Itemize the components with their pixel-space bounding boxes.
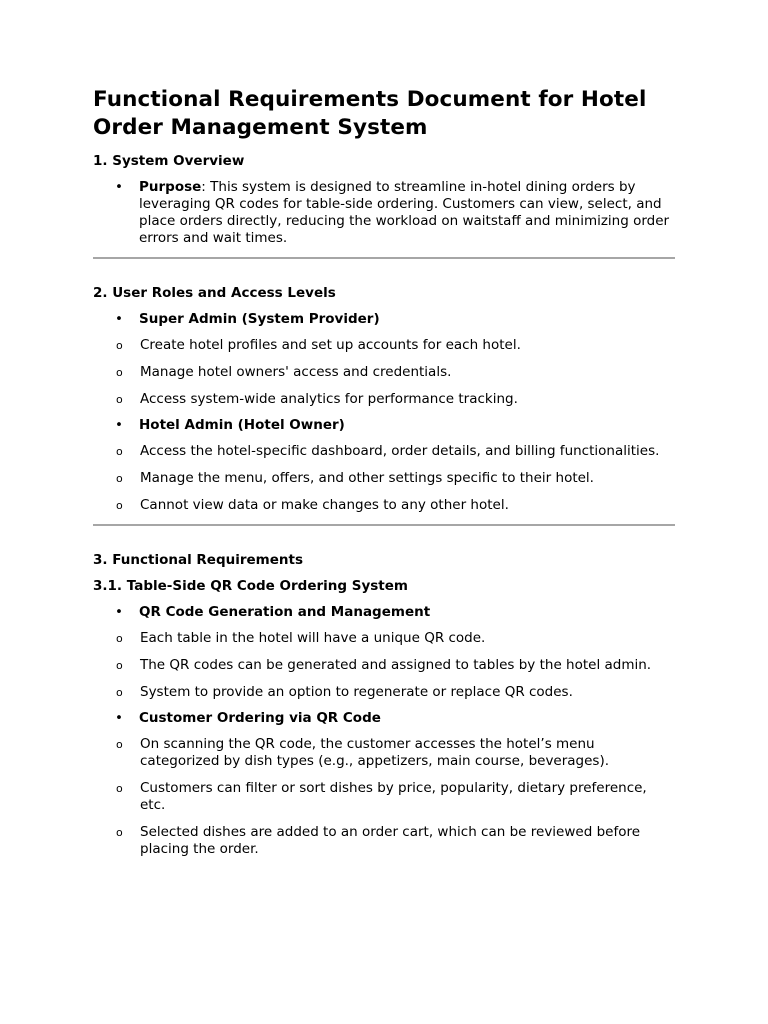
role-permissions-list [116, 443, 675, 514]
requirement-items-list [116, 630, 675, 701]
section-divider [93, 257, 675, 259]
role-name: Super Admin (System Provider) [139, 311, 380, 327]
section-divider [93, 524, 675, 526]
purpose-text: : This system is designed to streamline in-hotel dining orders by leveraging QR codes for table-side ordering. Customers can view, select, and place orders directly, reducing the workload on waitstaff and minimizing order errors and wait times. [139, 179, 670, 246]
role-permissions-list [116, 337, 675, 408]
requirement-items-list [116, 736, 675, 858]
bullet-icon: • [115, 179, 123, 195]
list-item [93, 443, 675, 460]
requirement-group-name: Customer Ordering via QR Code [139, 710, 381, 726]
list-item-qr-generation [93, 604, 675, 701]
list-item-purpose [93, 179, 675, 247]
role-name: Hotel Admin (Hotel Owner) [139, 417, 345, 433]
circle-bullet-icon: o [116, 499, 123, 512]
list-item-text: Access the hotel-specific dashboard, order details, and billing functionalities. [140, 443, 660, 459]
bullet-icon: • [115, 604, 123, 620]
list-item [93, 684, 675, 701]
list-item-role-hotel-admin [93, 417, 675, 514]
list-item [93, 824, 675, 858]
list-item-text: Each table in the hotel will have a unique QR code. [140, 630, 486, 646]
section-heading-system-overview: 1. System Overview [93, 153, 245, 169]
circle-bullet-icon: o [116, 686, 123, 699]
list-item-text: The QR codes can be generated and assigned to tables by the hotel admin. [140, 657, 652, 673]
circle-bullet-icon: o [116, 445, 123, 458]
purpose-label: Purpose [139, 179, 202, 195]
list-item-text: Customers can filter or sort dishes by price, popularity, dietary preference, etc. [140, 780, 647, 813]
section-heading-functional-requirements: 3. Functional Requirements [93, 552, 303, 568]
list-item [93, 391, 675, 408]
document-page [93, 86, 675, 858]
list-item-text: On scanning the QR code, the customer accesses the hotel’s menu categorized by dish types (e.g., appetizers, main course, beverages). [140, 736, 610, 769]
subsection-heading-qr-ordering: 3.1. Table-Side QR Code Ordering System [93, 578, 408, 594]
list-item [93, 780, 675, 814]
bullet-icon: • [115, 417, 123, 433]
list-item [93, 337, 675, 354]
circle-bullet-icon: o [116, 738, 123, 751]
list-item-text: Selected dishes are added to an order cart, which can be reviewed before placing the order. [140, 824, 641, 857]
circle-bullet-icon: o [116, 339, 123, 352]
requirement-group-name: QR Code Generation and Management [139, 604, 431, 620]
circle-bullet-icon: o [116, 782, 123, 795]
circle-bullet-icon: o [116, 826, 123, 839]
list-item-customer-ordering [93, 710, 675, 858]
list-item-text: System to provide an option to regenerate or replace QR codes. [140, 684, 573, 700]
list-item-role-super-admin [93, 311, 675, 408]
section-heading-user-roles: 2. User Roles and Access Levels [93, 285, 336, 301]
circle-bullet-icon: o [116, 472, 123, 485]
bullet-icon: • [115, 710, 123, 726]
requirements-list [93, 604, 675, 858]
list-item [93, 497, 675, 514]
list-item-text: Cannot view data or make changes to any other hotel. [140, 497, 509, 513]
list-item [93, 736, 675, 770]
circle-bullet-icon: o [116, 659, 123, 672]
system-overview-list [93, 179, 675, 247]
document-title: Functional Requirements Document for Hotel Order Management System [93, 87, 647, 140]
user-roles-list [93, 311, 675, 514]
list-item [93, 657, 675, 674]
circle-bullet-icon: o [116, 393, 123, 406]
list-item [93, 630, 675, 647]
list-item-text: Access system-wide analytics for performance tracking. [140, 391, 518, 407]
list-item [93, 364, 675, 381]
bullet-icon: • [115, 311, 123, 327]
circle-bullet-icon: o [116, 632, 123, 645]
circle-bullet-icon: o [116, 366, 123, 379]
list-item-text: Create hotel profiles and set up accounts for each hotel. [140, 337, 521, 353]
list-item-text: Manage hotel owners' access and credentials. [140, 364, 452, 380]
list-item [93, 470, 675, 487]
list-item-text: Manage the menu, offers, and other settings specific to their hotel. [140, 470, 594, 486]
